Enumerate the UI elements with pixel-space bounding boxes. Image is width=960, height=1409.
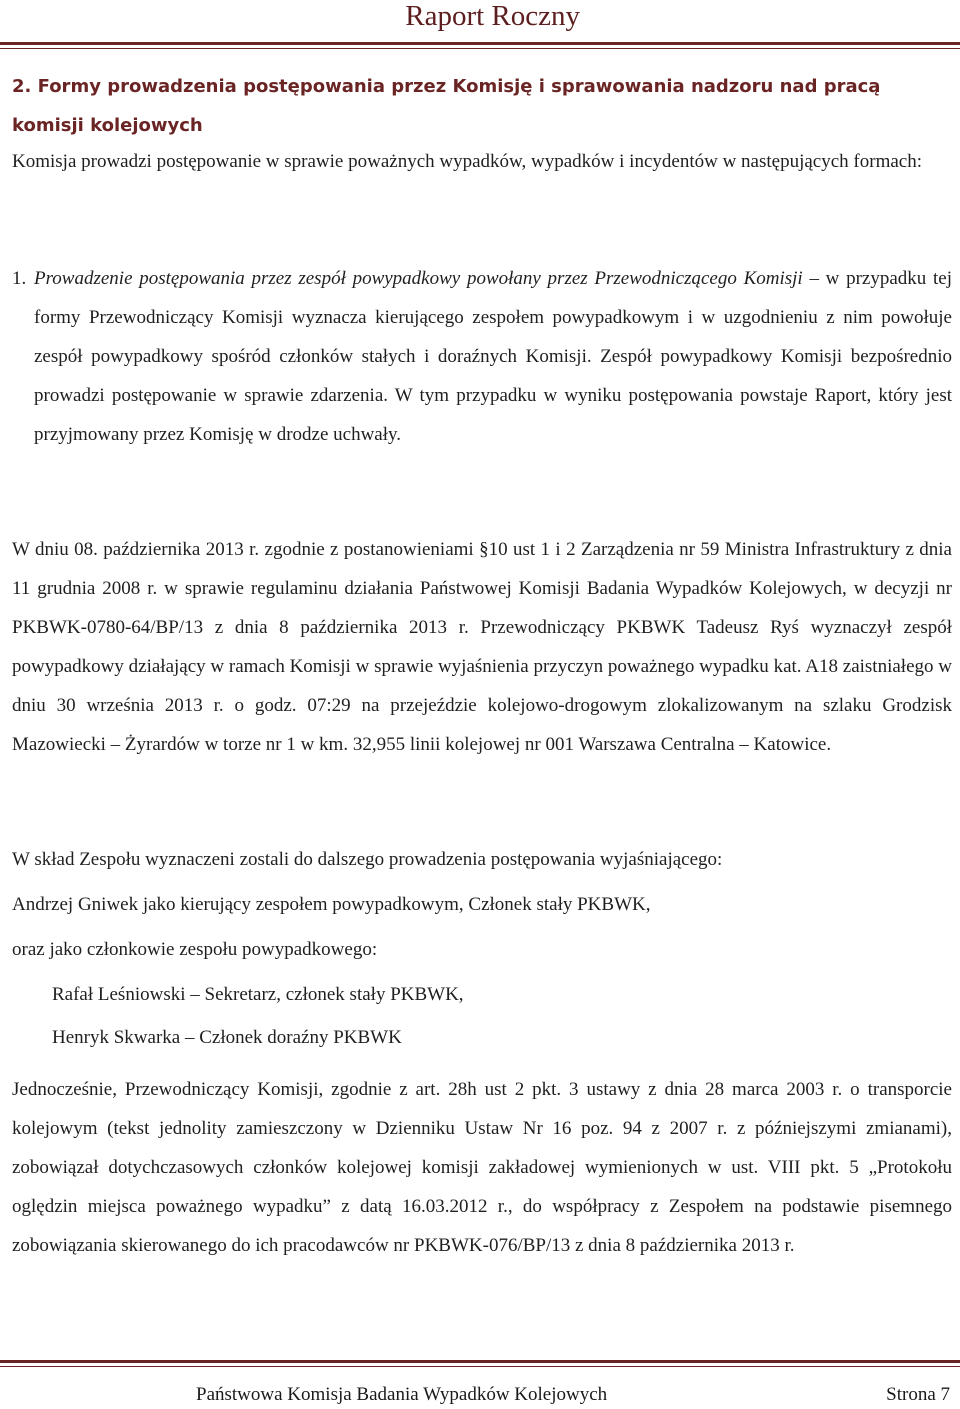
member-item: Henryk Skwarka – Członek doraźny PKBWK [52, 1027, 402, 1048]
list-item-title: Prowadzenie postępowania przez zespół powypadkowy powołany przez Przewodniczącego Komisji [34, 268, 803, 289]
page-number: Strona 7 [886, 1384, 950, 1405]
header-rule [0, 42, 960, 45]
team-intro: W skład Zespołu wyznaczeni zostali do dalszego prowadzenia postępowania wyjaśniającego: [12, 849, 723, 870]
footer-rule [0, 1360, 960, 1363]
header-title: Raport Roczny [405, 0, 580, 32]
section-heading: 2. Formy prowadzenia postępowania przez Komisję i sprawowania nadzoru nad pracą komisji kolejowych [12, 76, 881, 136]
footer-rule-thin [0, 1366, 960, 1367]
list-number: 1. [12, 268, 27, 289]
decision-paragraph: W dniu 08. października 2013 r. zgodnie z postanowieniami §10 ust 1 i 2 Zarządzenia nr 59 Ministra Infrastruktury z dnia 11 grudnia 2008 r. w sprawie regulaminu działania Państwowej Komisji Badania Wypadków Kolejowych, w decyzji nr PKBWK-0780-64/BP/13 z dnia 8 października 2013 r. Przewodniczący PKBWK Tadeusz Ryś wyznaczył zespół powypadkowy działający w ramach Komisji w sprawie wyjaśnienia przyczyn poważnego wypadku kat. A18 zaistniałego w dniu 30 września 2013 r. o godz. 07:29 na przejeździe kolejowo-drogowym zlokalizowanym na szlaku Grodzisk Mazowiecki – Żyrardów w torze nr 1 w km. 32,955 linii kolejowej nr 001 Warszawa Centralna – Katowice. [12, 539, 952, 755]
team-leader: Andrzej Gniwek jako kierujący zespołem powypadkowym, Członek stały PKBWK, [12, 894, 651, 915]
footer-organization: Państwowa Komisja Badania Wypadków Kolejowych [196, 1384, 608, 1405]
obligation-paragraph: Jednocześnie, Przewodniczący Komisji, zgodnie z art. 28h ust 2 pkt. 3 ustawy z dnia 28 marca 2003 r. o transporcie kolejowym (tekst jednolity zamieszczony w Dzienniku Ustaw Nr 16 poz. 94 z 2007 r. z późniejszymi zmianami), zobowiązał dotychczasowych członków kolejowej komisji zakładowej wymienionych w ust. VIII pkt. 5 „Protokołu oględzin miejsca poważnego wypadku” z datą 16.03.2012 r., do współpracy z Zespołem na podstawie pisemnego zobowiązania skierowanego do ich pracodawców nr PKBWK-076/BP/13 z dnia 8 października 2013 r. [12, 1079, 952, 1256]
list-item-description: – w przypadku tej formy Przewodniczący Komisji wyznacza kierującego zespołem powypadkowym i w uzgodnieniu z nim powołuje zespół powypadkowy spośród członków stałych i doraźnych Komisji. Zespół powypadkowy Komisji bezpośrednio prowadzi postępowanie w sprawie zdarzenia. W tym przypadku w wyniku postępowania powstaje Raport, który jest przyjmowany przez Komisję w drodze uchwały. [34, 268, 953, 445]
intro-paragraph: Komisja prowadzi postępowanie w sprawie poważnych wypadków, wypadków i incydentów w następujących formach: [12, 151, 922, 172]
member-item: Rafał Leśniowski – Sekretarz, członek stały PKBWK, [52, 984, 464, 1005]
header-rule-thin [0, 48, 960, 49]
list-item-text [34, 259, 952, 454]
members-intro: oraz jako członkowie zespołu powypadkowego: [12, 939, 378, 960]
